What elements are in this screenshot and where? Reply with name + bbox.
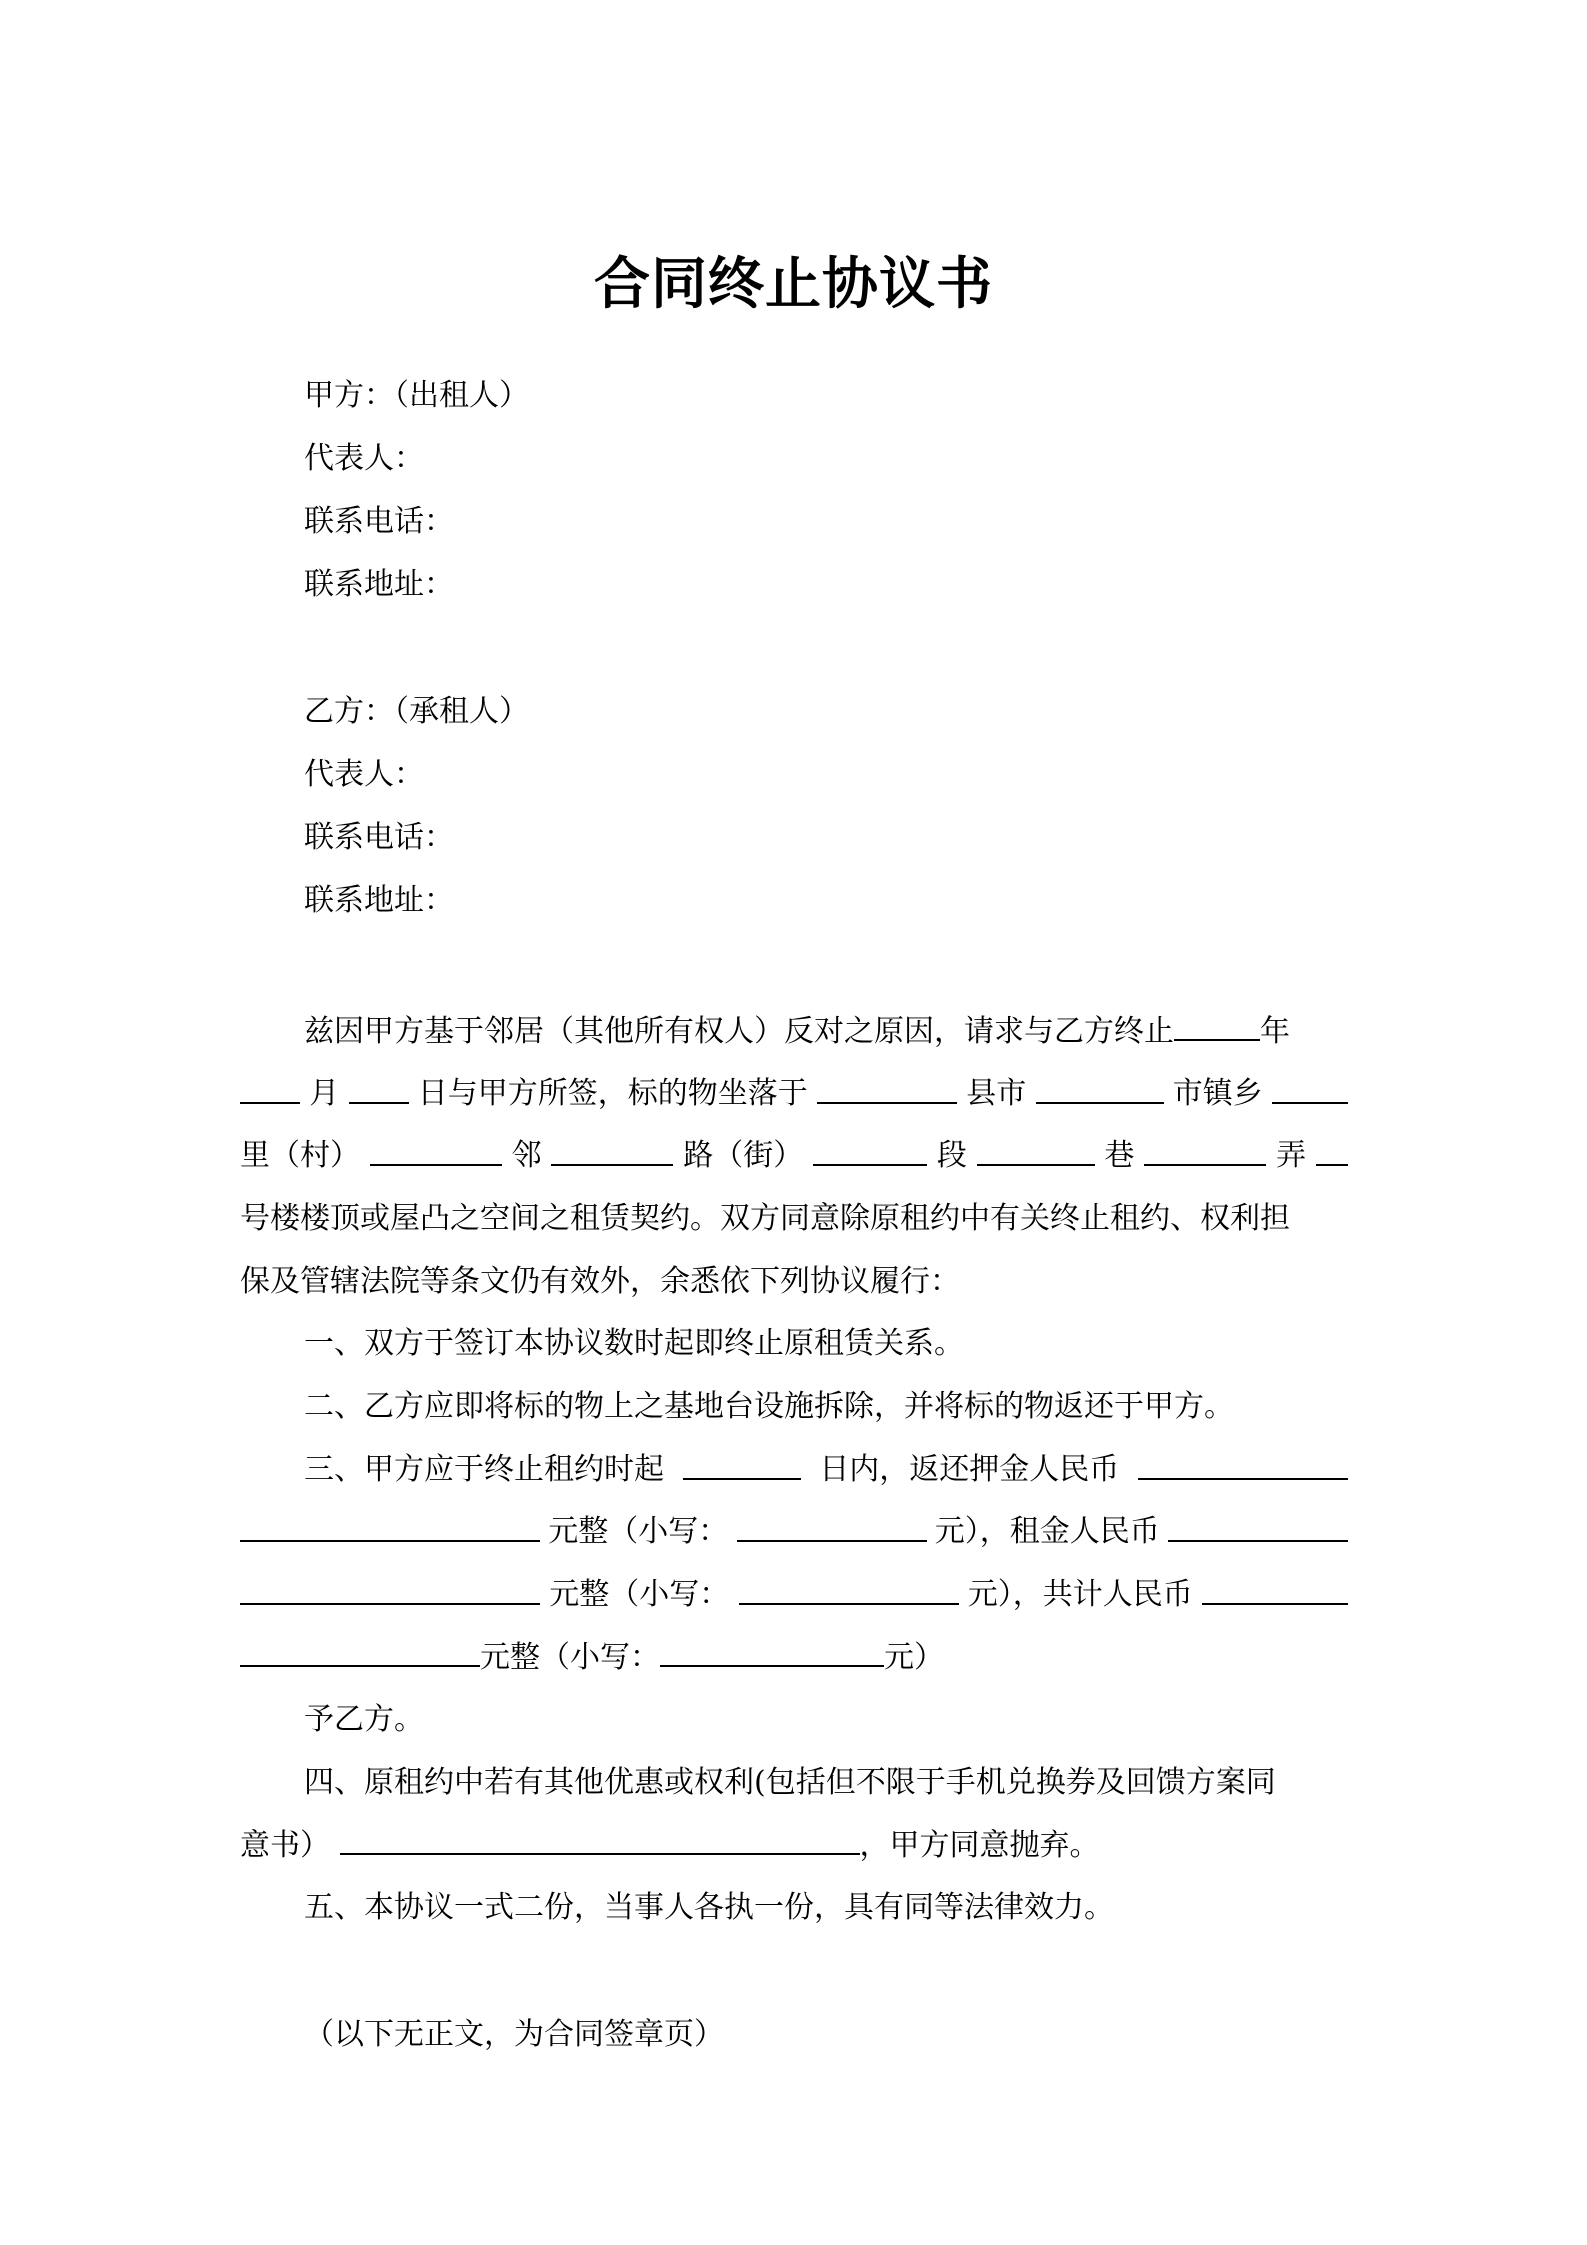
blank-township: [1272, 1072, 1348, 1104]
blank-deposit-amount: [1138, 1448, 1348, 1480]
party-b-phone: 联系电话：: [304, 820, 454, 855]
clause-text: 意书）: [240, 1828, 330, 1863]
blank-village: [370, 1134, 502, 1166]
clause-4-line-2: [240, 1823, 1100, 1867]
intro-text: 路（街）: [683, 1138, 804, 1173]
blank-total-amount: [1202, 1573, 1348, 1605]
blank-city: [1036, 1072, 1164, 1104]
blank-rent-upper: [240, 1573, 540, 1605]
intro-line-4: 号楼楼顶或屋凸之空间之租赁契约。双方同意除原租约中有关终止租约、权利担: [240, 1201, 1290, 1236]
intro-text: 弄: [1276, 1138, 1307, 1173]
clause-text: 日内，返还押金人民币: [819, 1452, 1120, 1487]
blank-rent-lower: [739, 1573, 959, 1605]
blank-county: [817, 1072, 957, 1104]
intro-text: 巷: [1104, 1138, 1135, 1173]
document-title: 合同终止协议书: [594, 251, 993, 317]
party-b-address: 联系地址：: [304, 883, 454, 918]
intro-text: 里（村）: [240, 1138, 360, 1173]
party-b-block: [304, 680, 529, 932]
party-a-block: [304, 364, 529, 616]
clause-3-line-4: [240, 1635, 944, 1679]
clause-5: 五、本协议一式二份，当事人各执一份，具有同等法律效力。: [304, 1890, 1114, 1925]
party-b-representative: 代表人：: [304, 757, 424, 792]
party-a-phone: 联系电话：: [304, 504, 454, 539]
clause-3-line-5: 予乙方。: [304, 1702, 424, 1737]
blank-month: [240, 1072, 300, 1104]
intro-text: 段: [936, 1138, 967, 1173]
blank-road: [813, 1134, 927, 1166]
clause-3-line-1: [304, 1448, 1348, 1492]
blank-lane: [1144, 1134, 1266, 1166]
intro-text: 日与甲方所签，标的物坐落于: [417, 1076, 808, 1111]
intro-text: 兹因甲方基于邻居（其他所有权人）反对之原因，请求与乙方终止: [304, 1014, 1174, 1049]
blank-deposit-upper: [240, 1510, 540, 1542]
intro-text: 邻: [511, 1138, 542, 1173]
blank-total-upper: [240, 1635, 480, 1667]
clause-3-line-3: [240, 1573, 1348, 1617]
footer-note: （以下无正文，为合同签章页）: [304, 2017, 724, 2052]
intro-line-2: [240, 1072, 1348, 1116]
intro-text: 月: [309, 1076, 340, 1111]
intro-text: 年: [1260, 1014, 1290, 1049]
clause-text: 元整（小写：: [548, 1514, 729, 1549]
blank-section: [977, 1134, 1095, 1166]
party-a-representative: 代表人：: [304, 441, 424, 476]
clause-text: ，甲方同意抛弃。: [859, 1828, 1100, 1863]
blank-days: [683, 1448, 801, 1480]
intro-line-3: [240, 1134, 1348, 1178]
clause-2: 二、乙方应即将标的物上之基地台设施拆除，并将标的物返还于甲方。: [304, 1389, 1234, 1424]
clause-text: 元）: [884, 1640, 944, 1675]
blank-day: [349, 1072, 409, 1104]
clause-text: 元），共计人民币: [967, 1577, 1193, 1612]
clause-text: 元整（小写：: [480, 1640, 660, 1675]
clause-text: 元），租金人民币: [934, 1514, 1160, 1549]
clause-text: 元整（小写：: [549, 1577, 730, 1612]
party-a-header: 甲方：（出租人）: [304, 378, 529, 413]
blank-neighborhood: [551, 1134, 673, 1166]
clause-4-line-1: 四、原租约中若有其他优惠或权利(包括但不限于手机兑换券及回馈方案同: [304, 1765, 1276, 1800]
blank-total-lower: [660, 1635, 884, 1667]
clause-3-line-2: [240, 1510, 1348, 1554]
party-a-address: 联系地址：: [304, 567, 454, 602]
intro-line-1: [304, 1009, 1290, 1053]
blank-rent-amount: [1168, 1510, 1348, 1542]
blank-alley: [1316, 1134, 1348, 1166]
clause-text: 三、甲方应于终止租约时起: [304, 1452, 664, 1487]
blank-year: [1174, 1009, 1260, 1041]
blank-waived-rights: [340, 1823, 860, 1855]
intro-line-5: 保及管辖法院等条文仍有效外，余悉依下列协议履行：: [240, 1264, 960, 1299]
blank-deposit-lower: [737, 1510, 927, 1542]
party-b-header: 乙方：（承租人）: [304, 694, 529, 729]
intro-text: 市镇乡: [1172, 1076, 1263, 1111]
intro-text: 县市: [966, 1076, 1027, 1111]
clause-1: 一、双方于签订本协议数时起即终止原租赁关系。: [304, 1326, 964, 1361]
